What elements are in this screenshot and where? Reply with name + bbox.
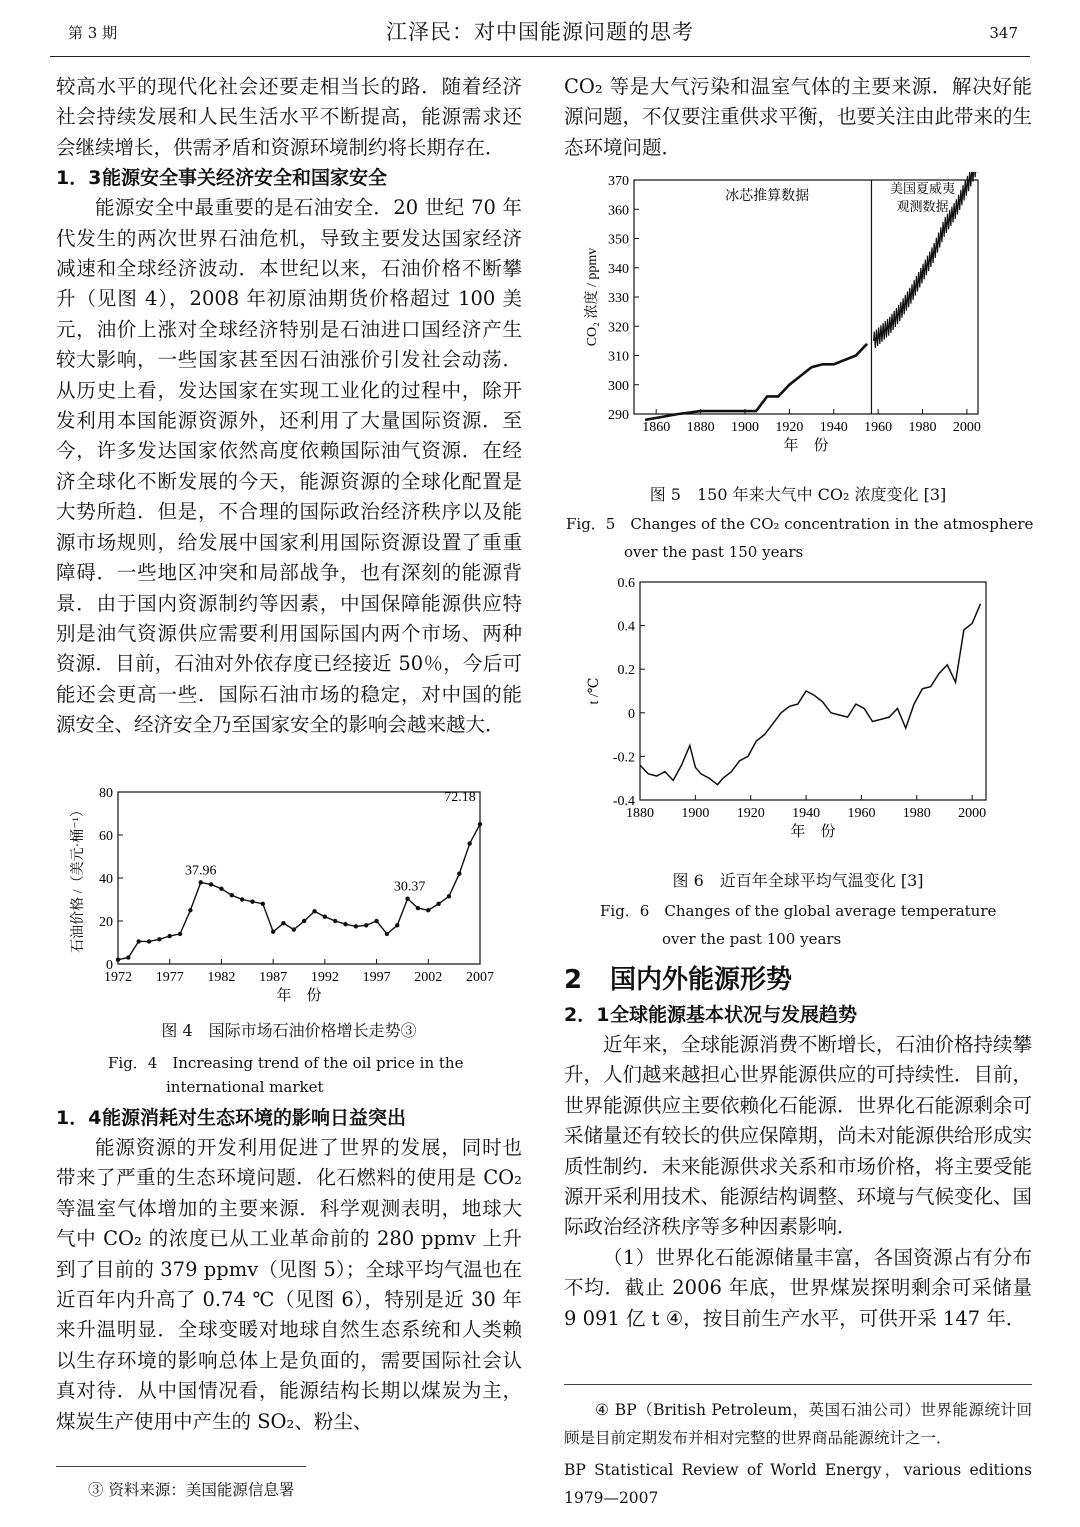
section-1-3-heading [56,163,522,193]
y-axis-label: t /℃ [587,677,602,705]
x-tick-label: 1880 [626,806,654,821]
plot-frame [634,180,978,414]
data-point [447,894,451,898]
data-point [219,887,223,891]
section-number: 2 [564,965,583,995]
data-point [302,919,306,923]
y-tick-label: 370 [608,174,629,189]
data-label: 30.37 [393,879,426,895]
x-tick-label: 2002 [414,970,443,985]
x-axis-label: 年 份 [276,988,322,1004]
data-point [364,923,368,927]
x-tick-label: 1997 [362,970,391,985]
header-rule [50,56,1030,57]
data-point [178,932,182,936]
figure-5-caption-en-1: Fig．5 Changes of the CO₂ concentration in the atmosphere [566,515,1034,533]
x-tick-label: 1980 [908,420,937,435]
figure-6-caption-en-1: Fig．6 Changes of the global average temperature [600,902,997,920]
data-point [116,958,120,962]
left-column-lower [56,1103,522,1437]
y-tick-label: 40 [99,872,113,887]
data-point [354,924,358,928]
paragraph: CO₂ 等是大气污染和温室气体的主要来源．解决好能源问题，不仅要注重供求平衡，也要关注由此带来的生态环境问题． [564,75,1033,159]
section-2-heading [564,960,1032,1000]
section-number: 1．3 [56,167,102,190]
data-label: 37.96 [184,863,217,879]
y-tick-label: 290 [608,408,629,423]
y-tick-label: -0.2 [612,750,635,766]
y-tick-label: 360 [608,203,629,219]
figure-4-caption-en-2: international market [166,1078,324,1096]
running-title: 江泽民：对中国能源问题的思考 [386,20,694,44]
temperature-line [640,604,980,785]
data-point [126,955,130,959]
ice-core-line [645,344,867,420]
x-tick-label: 1860 [642,420,671,435]
footnote-3: ③ 资料来源：美国能源信息署 [88,1481,295,1499]
data-point [312,909,316,913]
paragraph: 能源资源的开发利用促进了世界的发展，同时也带来了严重的生态环境问题．化石燃料的使用是 CO₂ 等温室气体增加的主要来源．科学观测表明，地球大气中 CO₂ 的浓度已从工业革命前的 280 ppmv 上升到了目前的 379 ppmv（见图 5）；全球平均气温也在近百年内升高了 0.74 ℃（见图 6），特别是近 30 年来升温明显．全球变暖对地球自然生态系统和人类赖以生存环境的影响总体上是负面的，需要国际社会认真对待．从中国情况看，能源结构长期以煤炭为主，煤炭生产使用中产生的 SO₂、粉尘、 [56,1136,522,1433]
x-tick-label: 1880 [686,420,715,435]
left-column-upper [56,72,522,741]
annotation-hawaii [890,181,955,214]
x-tick-label: 1920 [736,806,765,821]
data-point [457,872,461,876]
data-point [261,902,265,906]
oil-price-chart [60,782,500,1012]
data-point [168,934,172,938]
figure-6 [580,572,1020,856]
data-point [157,937,161,941]
plot-frame [118,789,480,964]
figure-4 [60,782,500,1012]
co2-concentration-chart [580,172,1020,464]
x-tick-label: 1900 [681,806,710,821]
x-tick-label: 1980 [902,806,931,821]
x-tick-label: 1960 [864,420,893,435]
data-point [250,899,254,903]
data-point [188,908,192,912]
section-number: 2．1 [564,1004,610,1026]
footnote-rule [56,1466,306,1467]
figure-4-caption-en-1: Fig．4 Increasing trend of the oil price in the [108,1054,464,1072]
y-tick-label: 0.4 [617,619,635,635]
data-point [240,897,244,901]
data-point [199,880,203,884]
page-number: 347 [989,24,1018,42]
annotation-line: 观测数据 [896,199,949,214]
y-axis-label: 石油价格 /（美元·桶⁻¹） [71,803,86,953]
section-title: 能源消耗对生态环境的影响日益突出 [102,1107,407,1129]
data-point [323,915,327,919]
data-point [343,922,347,926]
y-tick-label: 0.6 [617,576,635,591]
figure-5-caption-en-2: over the past 150 years [624,543,804,561]
data-point [271,930,275,934]
data-point [374,919,378,923]
y-tick-label: 350 [608,232,629,248]
section-1-4-heading [56,1103,522,1133]
paragraph: 能源安全中最重要的是石油安全．20 世纪 70 年代发生的两次世界石油危机，导致主要发达国家经济减速和全球经济波动．本世纪以来，石油价格不断攀升（见图 4），2008 年初原油期货价格超过 100 美元，油价上涨对全球经济特别是石油进口国经济产生较大影响，一些国家甚至因石油涨价引发社会动荡．从历史上看，发达国家在实现工业化的过程中，除开发利用本国能源资源外，还利用了大量国际资源．至今，许多发达国家依然高度依赖国际油气资源．在经济全球化不断发展的今天，能源资源的全球化配置是大势所趋．但是，不合理的国际政治经济秩序以及能源市场规则，给发展中国家利用国际资源设置了重重障碍．一些地区冲突和局部战争，也有深刻的能源背景．由于国内资源制约等因素，中国保障能源供应特别是油气资源供应需要利用国际国内两个市场、两种资源．目前，石油对外依存度已经接近 50％，今后可能还会更高一些．国际石油市场的稳定，对中国的能源安全、经济安全乃至国家安全的影响会越来越大． [56,196,522,737]
section-title: 全球能源基本状况与发展趋势 [610,1004,858,1026]
right-column-lower [564,960,1032,1334]
y-tick-label: 20 [99,915,113,930]
data-point [405,897,409,901]
x-tick-label: 1960 [847,806,876,821]
x-tick-label: 1982 [207,970,236,985]
right-column-upper [564,72,1032,163]
data-point [385,932,389,936]
footnote-4: ④ BP（British Petroleum，英国石油公司）世界能源统计回顾是目前定期发布并相对完整的世界商品能源统计之一． [564,1401,1032,1447]
data-point [416,906,420,910]
y-tick-label: -0.4 [612,794,635,809]
x-tick-label: 2000 [958,806,987,821]
plot-frame [640,582,986,800]
annotation-ice-core: 冰芯推算数据 [725,189,810,204]
x-axis-label: 年 份 [790,824,836,840]
y-tick-label: 320 [608,320,629,336]
data-point [436,902,440,906]
paragraph: 较高水平的现代化社会还要走相当长的路．随着经济社会持续发展和人民生活水平不断提高，能源需求还会继续增长，供需矛盾和资源环境制约将长期存在． [56,75,522,159]
figure-6-caption-cn: 图 6 近百年全球平均气温变化 [3] [672,871,924,890]
x-tick-label: 1940 [792,806,821,821]
oil-price-line [118,824,480,959]
data-point [136,939,140,943]
y-tick-label: 80 [99,786,113,801]
y-tick-label: 0 [628,706,635,722]
y-tick-label: 330 [608,291,629,306]
data-point [426,908,430,912]
y-tick-label: 300 [608,378,629,394]
section-number: 1．4 [56,1107,102,1129]
x-tick-label: 2000 [952,420,981,435]
data-point [395,923,399,927]
data-point [209,882,213,886]
x-tick-label: 1920 [775,420,804,435]
data-point [292,927,296,931]
y-tick-label: 310 [608,349,629,365]
section-title: 能源安全事关经济安全和国家安全 [102,167,388,190]
data-point [478,822,482,826]
x-tick-label: 1977 [155,970,184,985]
x-tick-label: 1972 [104,970,132,985]
annotation-line: 美国夏威夷 [890,181,956,196]
figure-5 [580,172,1020,464]
x-tick-label: 1992 [310,970,339,985]
section-2-1-heading [564,1000,1032,1030]
paragraph: （1）世界化石能源储量丰富，各国资源占有分布不均．截止 2006 年底，世界煤炭探明剩余可采储量 9 091 亿 t ④，按目前生产水平，可供开采 147 年． [564,1245,1032,1330]
footnote-4-source: BP Statistical Review of World Energy，various editions 1979—2007 [564,1461,1032,1507]
y-axis-label: CO₂ 浓度 / ppmv [585,247,600,347]
x-axis-label: 年 份 [783,438,829,454]
data-label: 72.18 [444,789,476,805]
figure-4-caption-cn: 图 4 国际市场石油价格增长走势③ [161,1021,417,1040]
x-tick-label: 1900 [730,420,759,435]
figure-5-caption-cn: 图 5 150 年来大气中 CO₂ 浓度变化 [3] [649,485,947,504]
data-point [467,841,471,845]
x-tick-label: 2007 [466,970,494,985]
y-tick-label: 0 [106,958,113,973]
y-tick-label: 60 [99,829,113,844]
footnote-rule [564,1384,1032,1385]
data-point [147,939,151,943]
y-tick-label: 0.2 [617,663,635,679]
issue-number: 第 3 期 [68,24,118,42]
temperature-chart [580,572,1020,856]
paragraph: 近年来，全球能源消费不断增长，石油价格持续攀升，人们越来越担心世界能源供应的可持续性．目前，世界能源供应主要依赖化石能源．世界化石能源剩余可采储量还有较长的供应保障期，尚未对能源供给形成实质性制约．未来能源供求关系和市场价格，将主要受能源开采利用技术、能源结构调整、环境与气候变化、国际政治经济秩序等多种因素影响． [564,1033,1033,1239]
figure-6-caption-en-2: over the past 100 years [662,930,842,948]
x-tick-label: 1940 [819,420,848,435]
data-point [230,893,234,897]
data-point [281,921,285,925]
y-tick-label: 340 [608,261,629,277]
section-title: 国内外能源形势 [610,965,793,995]
x-tick-label: 1987 [259,970,288,985]
data-point [333,919,337,923]
